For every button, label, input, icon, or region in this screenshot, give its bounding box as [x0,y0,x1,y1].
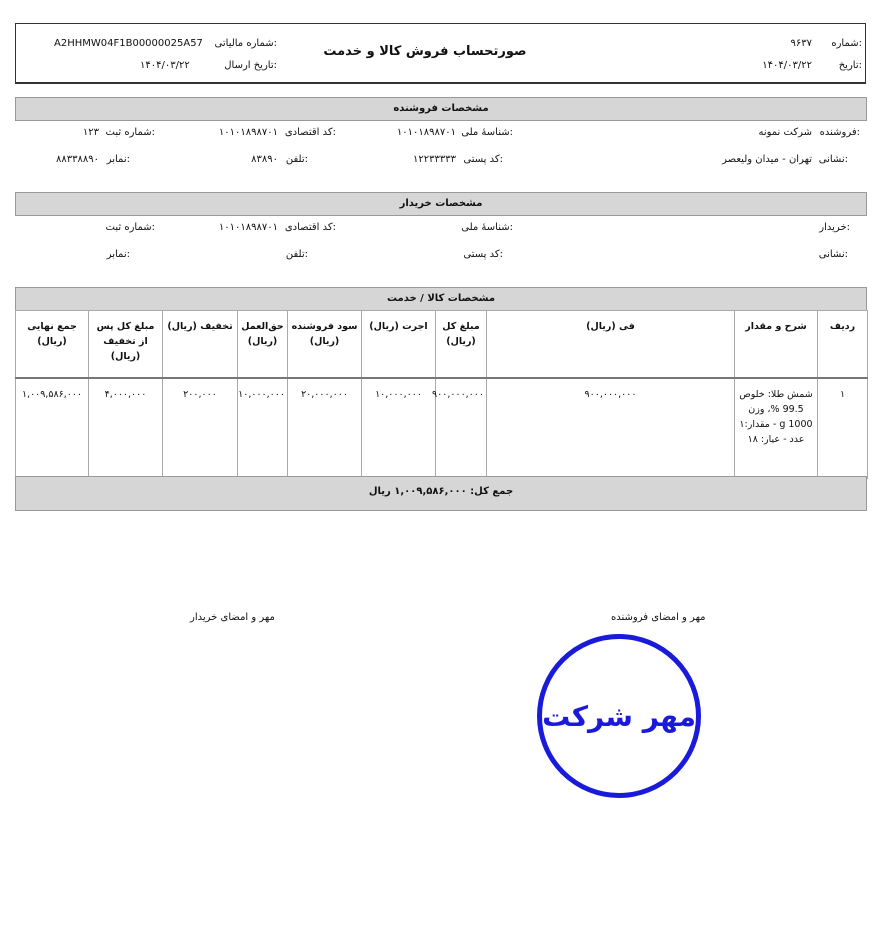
items-section-title: مشخصات کالا / خدمت [15,287,867,311]
seller-address-label: نشانی: [818,154,848,165]
seller-signature-label: مهر و امضای فروشنده [611,612,706,623]
seller-economic-code-value: ۱۰۱۰۱۸۹۸۷۰۱ [218,127,278,138]
col-wage: اجرت (ریال) [362,311,436,379]
company-stamp [537,634,701,798]
items-header-row [16,311,868,379]
seller-fax-label: نمابر: [106,154,130,165]
cell-after-discount: ۴,۰۰۰,۰۰۰ [89,378,163,479]
cell-commission: ۱۰,۰۰۰,۰۰۰ [238,378,288,479]
seller-registration-label: شماره ثبت: [105,127,155,138]
col-final-total: جمع نهایی (ریال) [16,311,89,379]
col-after-discount: مبلغ کل پس از تخفیف (ریال) [89,311,163,379]
col-seller-profit: سود فروشنده (ریال) [288,311,362,379]
seller-postal-value: ۱۲۲۳۳۳۳۳ [413,154,456,165]
seller-national-id-value: ۱۰۱۰۱۸۹۸۷۰۱ [396,127,456,138]
invoice-title: صورتحساب فروش کالا و خدمت [323,44,527,59]
buyer-address-label: نشانی: [818,249,848,260]
seller-economic-code-label: کد اقتصادی: [284,127,336,138]
cell-wage: ۱۰,۰۰۰,۰۰۰ [362,378,436,479]
seller-registration-value: ۱۲۳ [82,127,99,138]
cell-description: شمش طلا: خلوص 99.5 %، وزن 1000 g - مقدار:۱ عدد - عیار: ۱۸ [735,378,818,479]
seller-national-id-label: شناسهٔ ملی: [461,127,513,138]
items-table [15,310,868,479]
tax-id-label: شماره مالیاتی: [214,38,277,49]
grand-total: جمع کل: ۱,۰۰۹,۵۸۶,۰۰۰ ریال [15,476,867,511]
cell-final-total: ۱,۰۰۹,۵۸۶,۰۰۰ [16,378,89,479]
col-unit-price: فی (ریال) [487,311,735,379]
number-value: ۹۶۳۷ [790,38,812,49]
buyer-phone-label: تلفن: [285,249,308,260]
cell-unit-price: ۹۰۰,۰۰۰,۰۰۰ [487,378,735,479]
cell-total-amount: ۹۰۰,۰۰۰,۰۰۰ [436,378,487,479]
number-label: شماره: [831,38,862,49]
send-date-value: ۱۴۰۴/۰۳/۲۲ [140,60,190,71]
buyer-postal-label: کد پستی: [463,249,503,260]
buyer-section-title: مشخصات خریدار [15,192,867,216]
cell-seller-profit: ۲۰,۰۰۰,۰۰۰ [288,378,362,479]
date-value: ۱۴۰۴/۰۳/۲۲ [762,60,812,71]
seller-phone-value: ۸۳۸۹۰ [251,154,278,165]
col-discount: تخفیف (ریال) [163,311,238,379]
send-date-label: تاریخ ارسال: [224,60,277,71]
col-row-number: ردیف [818,311,868,379]
buyer-economic-code-value: ۱۰۱۰۱۸۹۸۷۰۱ [218,222,278,233]
seller-section-title: مشخصات فروشنده [15,97,867,121]
buyer-fax-label: نمابر: [106,249,130,260]
buyer-name-label: خریدار: [819,222,850,233]
col-description: شرح و مقدار [735,311,818,379]
seller-address-value: تهران - میدان ولیعصر [722,154,812,165]
cell-discount: ۲۰۰,۰۰۰ [163,378,238,479]
buyer-signature-label: مهر و امضای خریدار [190,612,275,623]
tax-id-value: A2HHMW04F1B00000025A57 [54,38,203,49]
buyer-registration-label: شماره ثبت: [105,222,155,233]
col-total-amount: مبلغ کل (ریال) [436,311,487,379]
seller-name-label: فروشنده: [819,127,860,138]
seller-name-value: شرکت نمونه [758,127,812,138]
col-commission: حق‌العمل (ریال) [238,311,288,379]
buyer-economic-code-label: کد اقتصادی: [284,222,336,233]
seller-phone-label: تلفن: [285,154,308,165]
seller-postal-label: کد پستی: [463,154,503,165]
cell-row-number: ۱ [818,378,868,479]
date-label: تاریخ: [838,60,862,71]
seller-fax-value: ۸۸۳۳۸۸۹۰ [56,154,99,165]
table-row [16,378,868,479]
buyer-national-id-label: شناسهٔ ملی: [461,222,513,233]
stamp-text: مهر شرکت [542,699,696,733]
